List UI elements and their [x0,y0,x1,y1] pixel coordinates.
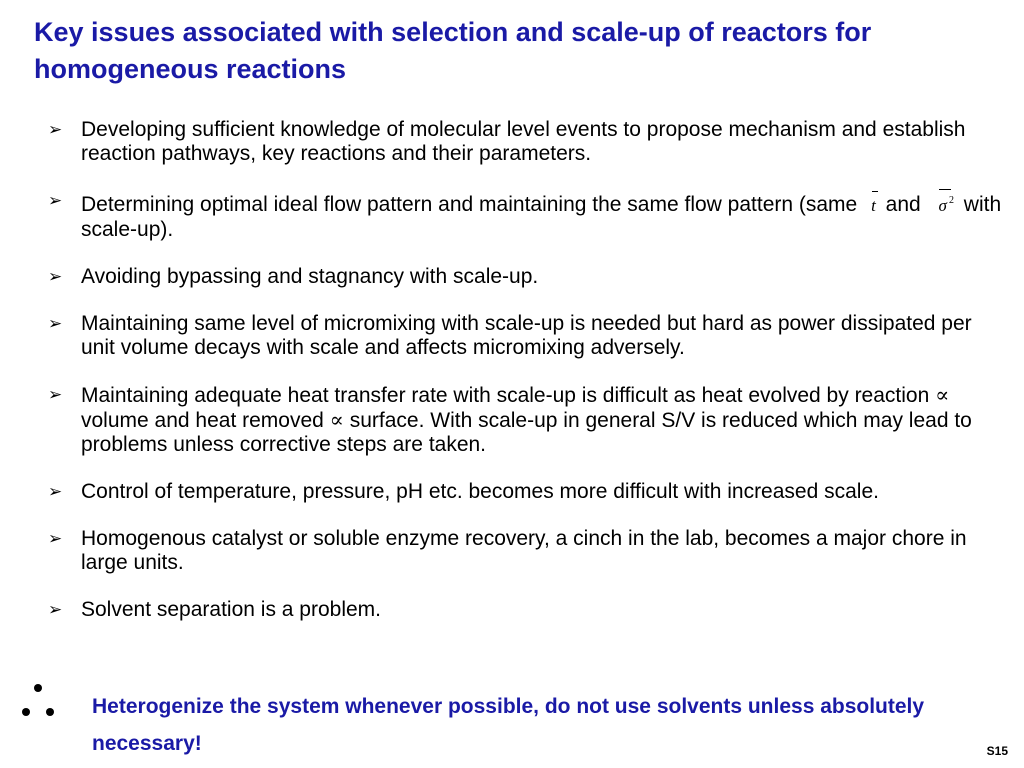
bullet-item [48,265,1008,289]
arrow-bullet-icon: ➢ [48,600,63,619]
bullet-text: Maintaining adequate heat transfer rate with scale-up is difficult as heat evolved by reaction [81,384,930,407]
sigma-exponent: 2 [948,195,954,206]
bullet-item [48,383,1008,457]
bullet-item [48,480,1008,504]
bullet-text: volume and heat removed [81,409,324,432]
bullet-text: Developing sufficient knowledge of molecular level events to propose mechanism and establish reaction pathways, key reactions and their parameters. [81,118,966,165]
conclusion-text: Heterogenize the system whenever possible, do not use solvents unless absolutely necessary! [92,695,925,755]
slide-number: S15 [986,744,1008,758]
arrow-bullet-icon: ➢ [48,267,63,286]
therefore-icon [18,680,62,724]
slide-title: Key issues associated with selection and scale-up of reactors for homogeneous reactions [34,17,872,84]
bullet-text: with scale-up). [81,193,1002,241]
proportional-icon: ∝ [329,408,344,432]
bullet-text: Maintaining same level of micromixing with scale-up is needed but hard as power dissipated per unit volume decays with scale and affects micromixing adversely. [81,312,972,359]
bullet-item [48,189,1008,242]
bullet-text: Determining optimal ideal flow pattern and maintaining the same flow pattern (same [81,193,858,216]
bullet-text: surface. With scale-up in general S/V is reduced which may lead to problems unless corrective steps are taken. [81,409,972,456]
bullet-item [48,118,1008,166]
arrow-bullet-icon: ➢ [48,482,63,501]
arrow-bullet-icon: ➢ [48,314,63,333]
arrow-bullet-icon: ➢ [48,385,63,404]
t-bar-symbol: t [871,194,876,218]
bullet-item [48,312,1008,360]
sigma-bar-symbol [939,189,954,218]
bullet-item [48,527,1008,575]
bullet-list [48,118,1008,645]
sigma-glyph: σ [938,196,947,215]
bullet-text: Avoiding bypassing and stagnancy with scale-up. [81,265,539,288]
bullet-text: Homogenous catalyst or soluble enzyme recovery, a cinch in the lab, becomes a major chore in large units. [81,527,967,574]
arrow-bullet-icon: ➢ [48,191,63,210]
arrow-bullet-icon: ➢ [48,120,63,139]
bullet-item [48,598,1008,622]
bullet-text: Solvent separation is a problem. [81,598,381,621]
bullet-text: Control of temperature, pressure, pH etc. becomes more difficult with increased scale. [81,480,879,503]
proportional-icon: ∝ [935,383,950,407]
bullet-text: and [885,193,921,216]
arrow-bullet-icon: ➢ [48,529,63,548]
